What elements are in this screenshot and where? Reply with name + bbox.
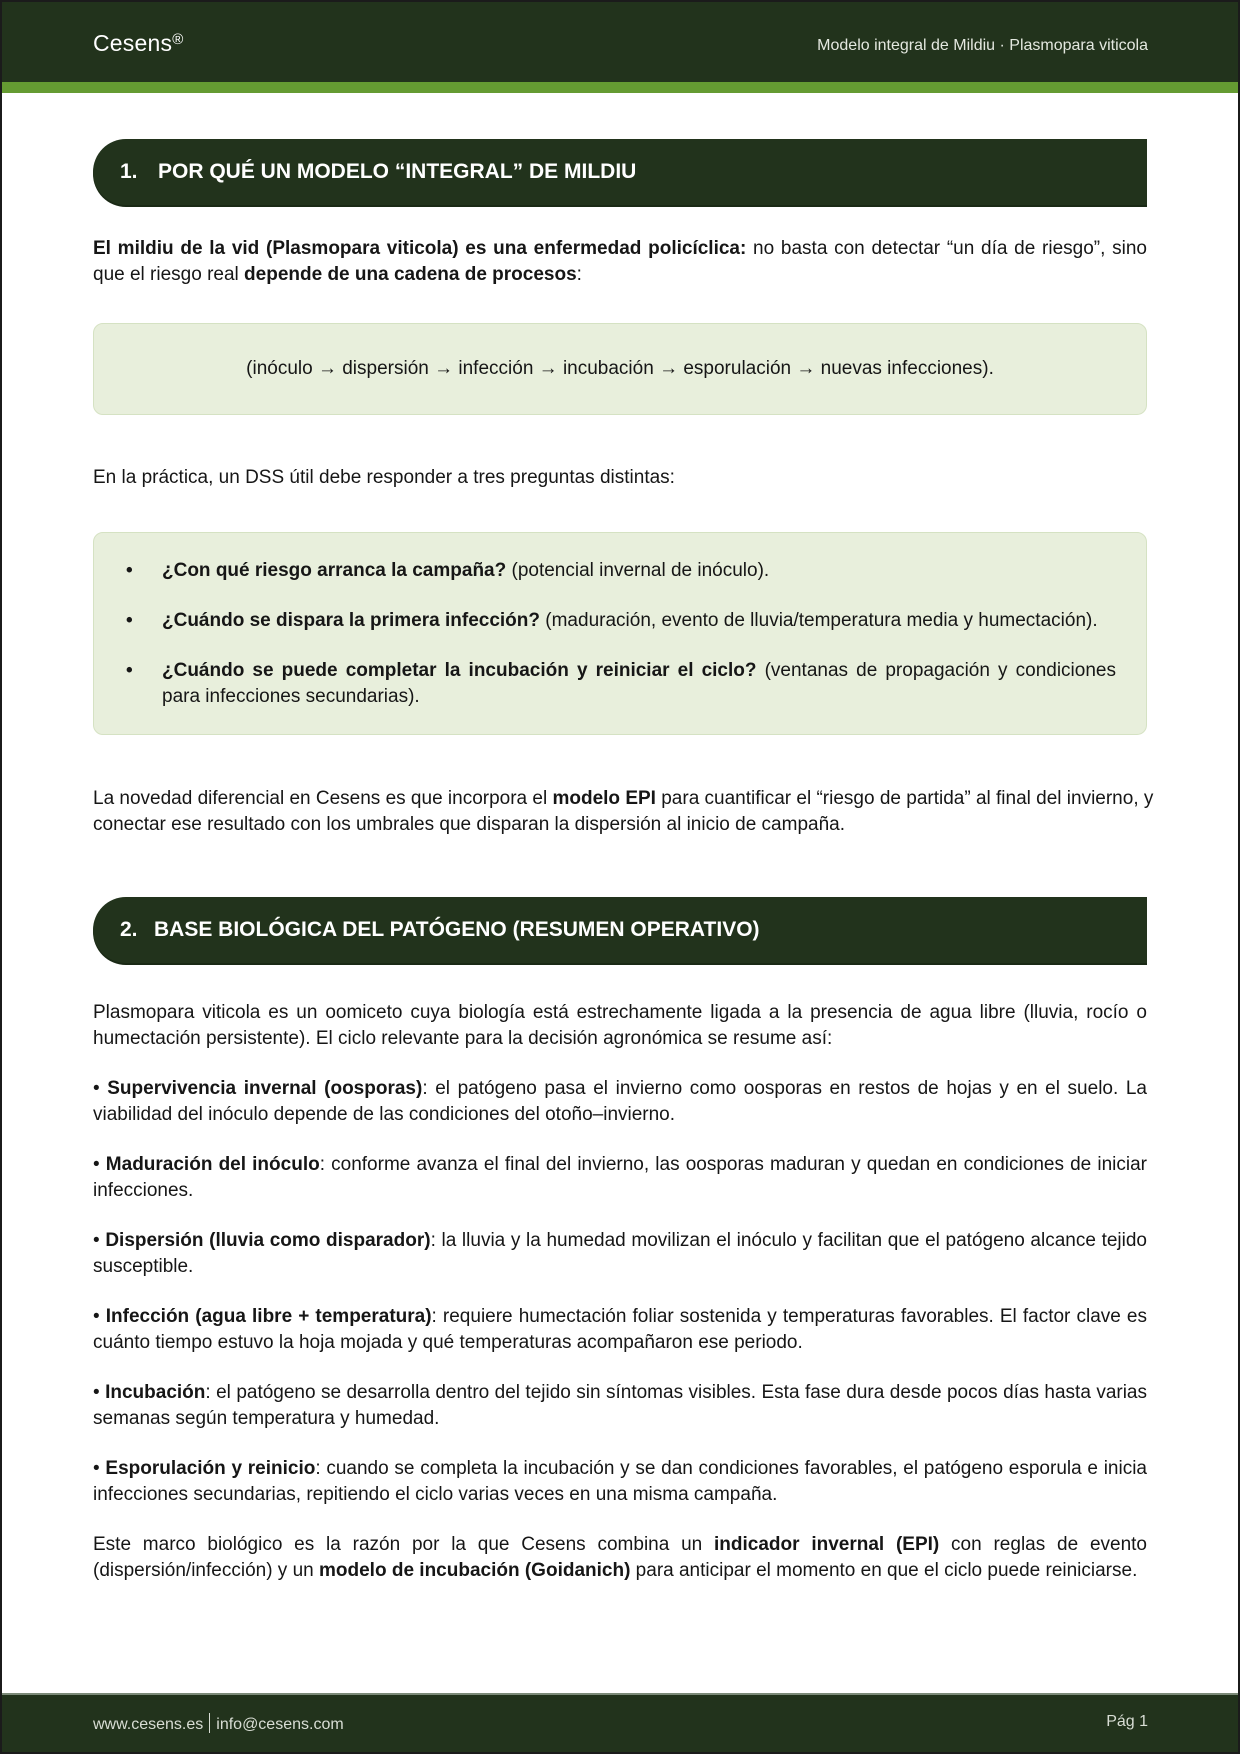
question-detail: (potencial invernal de inóculo).: [506, 560, 770, 581]
question-text: [162, 658, 1116, 710]
bullet-icon: •: [126, 610, 133, 631]
closing-paragraph: [93, 1532, 1147, 1584]
stage-title: Dispersión (lluvia como disparador): [105, 1230, 431, 1251]
biology-intro: Plasmopara viticola es un oomiceto cuya biología está estrechamente ligada a la presencia de agua libre (lluvia, rocío o humectación persistente). El ciclo relevante para la decisión agronómica se resume así:: [93, 1002, 1147, 1049]
question-detail: (maduración, evento de lluvia/temperatura media y humectación).: [540, 610, 1098, 631]
section-heading-2: [93, 897, 1147, 963]
text-run: para cuantificar el “riesgo de partida” al final del invierno, y conectar ese resultado con los umbrales que disparan la dispersión al inicio de campaña.: [93, 788, 1154, 835]
bold-text: modelo EPI: [552, 788, 656, 809]
page-header: [0, 0, 1240, 82]
header-accent-stripe: [0, 82, 1240, 93]
stage-item: [93, 1152, 1147, 1204]
section-title: POR QUÉ UN MODELO “INTEGRAL” DE MILDIU: [158, 160, 637, 183]
stage-item: [93, 1076, 1147, 1128]
question-item: [124, 608, 1116, 634]
questions-intro: En la práctica, un DSS útil debe responder a tres preguntas distintas:: [93, 467, 675, 488]
brand-logo: [93, 30, 183, 57]
text-run: no basta con detectar “un día de riesgo”, sino que el riesgo real: [93, 238, 1147, 285]
section-title: BASE BIOLÓGICA DEL PATÓGENO (RESUMEN OPERATIVO): [154, 918, 760, 941]
separator: [209, 1713, 210, 1733]
questions-callout: [93, 532, 1147, 735]
bullet-icon: •: [93, 1078, 108, 1099]
page-footer: [0, 1693, 1240, 1754]
bold-text: El mildiu de la vid (Plasmopara viticola) es una enfermedad policíclica:: [93, 238, 747, 259]
bullet-icon: •: [126, 560, 133, 581]
website-link[interactable]: www.cesens.es: [93, 1716, 204, 1733]
text-run: para anticipar el momento en que el ciclo puede reiniciarse.: [630, 1560, 1138, 1581]
stage-title: Infección (agua libre + temperatura): [105, 1306, 432, 1327]
stage-description: : el patógeno se desarrolla dentro del tejido sin síntomas visibles. Esta fase dura desde pocos días hasta varias semanas según temperatura y humedad.: [93, 1382, 1148, 1429]
question-item: [124, 658, 1116, 710]
question-text: [162, 608, 1116, 634]
stage-item: [93, 1304, 1147, 1356]
process-chain-text: (inóculo → dispersión → infección → incubación → esporulación → nuevas infecciones).: [246, 358, 994, 379]
bullet-icon: •: [93, 1458, 106, 1479]
process-chain-callout: [93, 323, 1147, 415]
bullet-icon: •: [93, 1382, 106, 1403]
text-run: :: [576, 264, 582, 285]
brand-name: Cesens: [93, 30, 173, 56]
text-run: con reglas de evento (dispersión/infección) y un: [93, 1534, 1147, 1581]
stage-description: : conforme avanza el final del invierno, las oosporas maduran y quedan en condiciones de iniciar infecciones.: [93, 1154, 1147, 1201]
question-bold: ¿Con qué riesgo arranca la campaña?: [162, 560, 507, 581]
document-title: Modelo integral de Mildiu · Plasmopara viticola: [817, 37, 1148, 54]
stage-title: Esporulación y reinicio: [105, 1458, 316, 1479]
text-run: Este marco biológico es la razón por la que Cesens combina un: [93, 1534, 715, 1555]
question-item: [124, 558, 1116, 584]
question-text: [162, 558, 1116, 584]
bullet-icon: •: [93, 1154, 106, 1175]
text-run: La novedad diferencial en Cesens es que incorpora el: [93, 788, 553, 809]
bullet-icon: •: [93, 1230, 106, 1251]
stage-description: : requiere humectación foliar sostenida y temperaturas favorables. El factor clave es cuánto tiempo estuvo la hoja mojada y qué temperaturas acompañaron ese periodo.: [93, 1306, 1147, 1353]
question-bold: ¿Cuándo se puede completar la incubación y reiniciar el ciclo?: [162, 660, 757, 681]
bullet-icon: •: [93, 1306, 106, 1327]
bold-text: indicador invernal (EPI): [714, 1534, 940, 1555]
stage-item: [93, 1456, 1147, 1508]
stage-title: Incubación: [105, 1382, 206, 1403]
stage-description: : la lluvia y la humedad movilizan el inóculo y facilitan que el patógeno alcance tejido susceptible.: [93, 1230, 1147, 1277]
footer-contact: [93, 1713, 344, 1734]
novelty-paragraph: [93, 786, 1168, 838]
stage-item: [93, 1228, 1147, 1280]
bullet-icon: •: [126, 660, 133, 681]
intro-paragraph: [93, 236, 1147, 288]
section-heading-1: [93, 139, 1147, 205]
stage-item: [93, 1380, 1147, 1432]
stage-title: Maduración del inóculo: [105, 1154, 320, 1175]
question-bold: ¿Cuándo se dispara la primera infección?: [162, 610, 540, 631]
stage-title: Supervivencia invernal (oosporas): [107, 1078, 423, 1099]
page-content: [93, 139, 1154, 1584]
bold-text: depende de una cadena de procesos: [244, 264, 577, 285]
bold-text: modelo de incubación (Goidanich): [319, 1560, 631, 1581]
section-number: 2.: [120, 918, 138, 941]
stage-description: : cuando se completa la incubación y se dan condiciones favorables, el patógeno esporula e inicia infecciones secundarias, repitiendo el ciclo varias veces en una misma campaña.: [93, 1458, 1147, 1505]
page-number: Pág 1: [1106, 1713, 1148, 1730]
question-detail: (ventanas de propagación y condiciones para infecciones secundarias).: [162, 660, 1116, 707]
section-number: 1.: [120, 160, 138, 183]
stage-description: : el patógeno pasa el invierno como oosporas en restos de hojas y en el suelo. La viabilidad del inóculo depende de las condiciones del otoño–invierno.: [93, 1078, 1147, 1125]
email-link[interactable]: info@cesens.com: [216, 1716, 344, 1733]
registered-mark: ®: [172, 31, 184, 48]
